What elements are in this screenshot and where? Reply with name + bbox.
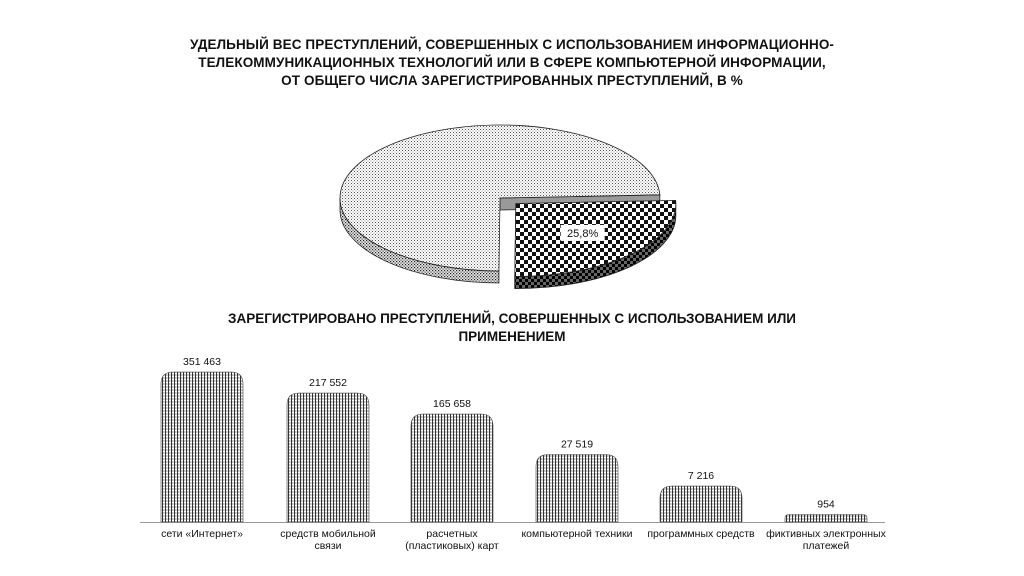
bar-1: [161, 372, 243, 522]
bar-value-label-3: 165 658: [433, 398, 471, 410]
bar-2: [287, 393, 369, 522]
bar-title-line-2: ПРИМЕНЕНИЕМ: [458, 329, 566, 344]
pie-chart: [340, 125, 676, 289]
bar-category-label-4-line-1: компьютерной техники: [521, 528, 633, 540]
bar-category-label-6-line-2: платежей: [802, 540, 850, 552]
bar-category-label-3-line-1: расчетных: [426, 528, 478, 540]
bar-value-label-5: 7 216: [687, 470, 715, 482]
bar-value-label-6: 954: [817, 498, 835, 511]
bar-value-label-1: 351 463: [183, 356, 221, 368]
bar-category-label-5-line-1: программных средств: [647, 528, 755, 540]
pie-title-line-3: ОТ ОБЩЕГО ЧИСЛА ЗАРЕГИСТРИРОВАННЫХ ПРЕСТУПЛЕНИЙ, В %: [281, 73, 743, 88]
bar-6: [785, 515, 867, 523]
bar-4: [536, 455, 618, 523]
bar-3: [411, 414, 493, 522]
bar-category-label-3-line-2: (пластиковых) карт: [405, 540, 499, 552]
bar-value-label-2: 217 552: [309, 377, 347, 389]
pie-title-line-1: УДЕЛЬНЫЙ ВЕС ПРЕСТУПЛЕНИЙ, СОВЕРШЕННЫХ С ИСПОЛЬЗОВАНИЕМ ИНФОРМАЦИОННО-: [189, 37, 835, 52]
pie-label-highlight: 25,8%: [567, 227, 599, 240]
bar-chart: [140, 356, 887, 552]
bar-category-label-6-line-1: фиктивных электронных: [766, 528, 886, 540]
bar-title-line-1: ЗАРЕГИСТРИРОВАНО ПРЕСТУПЛЕНИЙ, СОВЕРШЕННЫХ С ИСПОЛЬЗОВАНИЕМ ИЛИ: [227, 311, 796, 326]
bar-5: [660, 486, 742, 522]
bar-category-label-2-line-1: средств мобильной: [280, 528, 376, 540]
bar-category-label-2-line-2: связи: [314, 540, 342, 552]
bar-category-label-1-line-1: сети «Интернет»: [161, 528, 243, 540]
pie-title-line-2: ТЕЛЕКОММУНИКАЦИОННЫХ ТЕХНОЛОГИЙ ИЛИ В СФЕРЕ КОМПЬЮТЕРНОЙ ИНФОРМАЦИИ,: [198, 55, 826, 70]
bar-value-label-4: 27 519: [560, 438, 594, 451]
